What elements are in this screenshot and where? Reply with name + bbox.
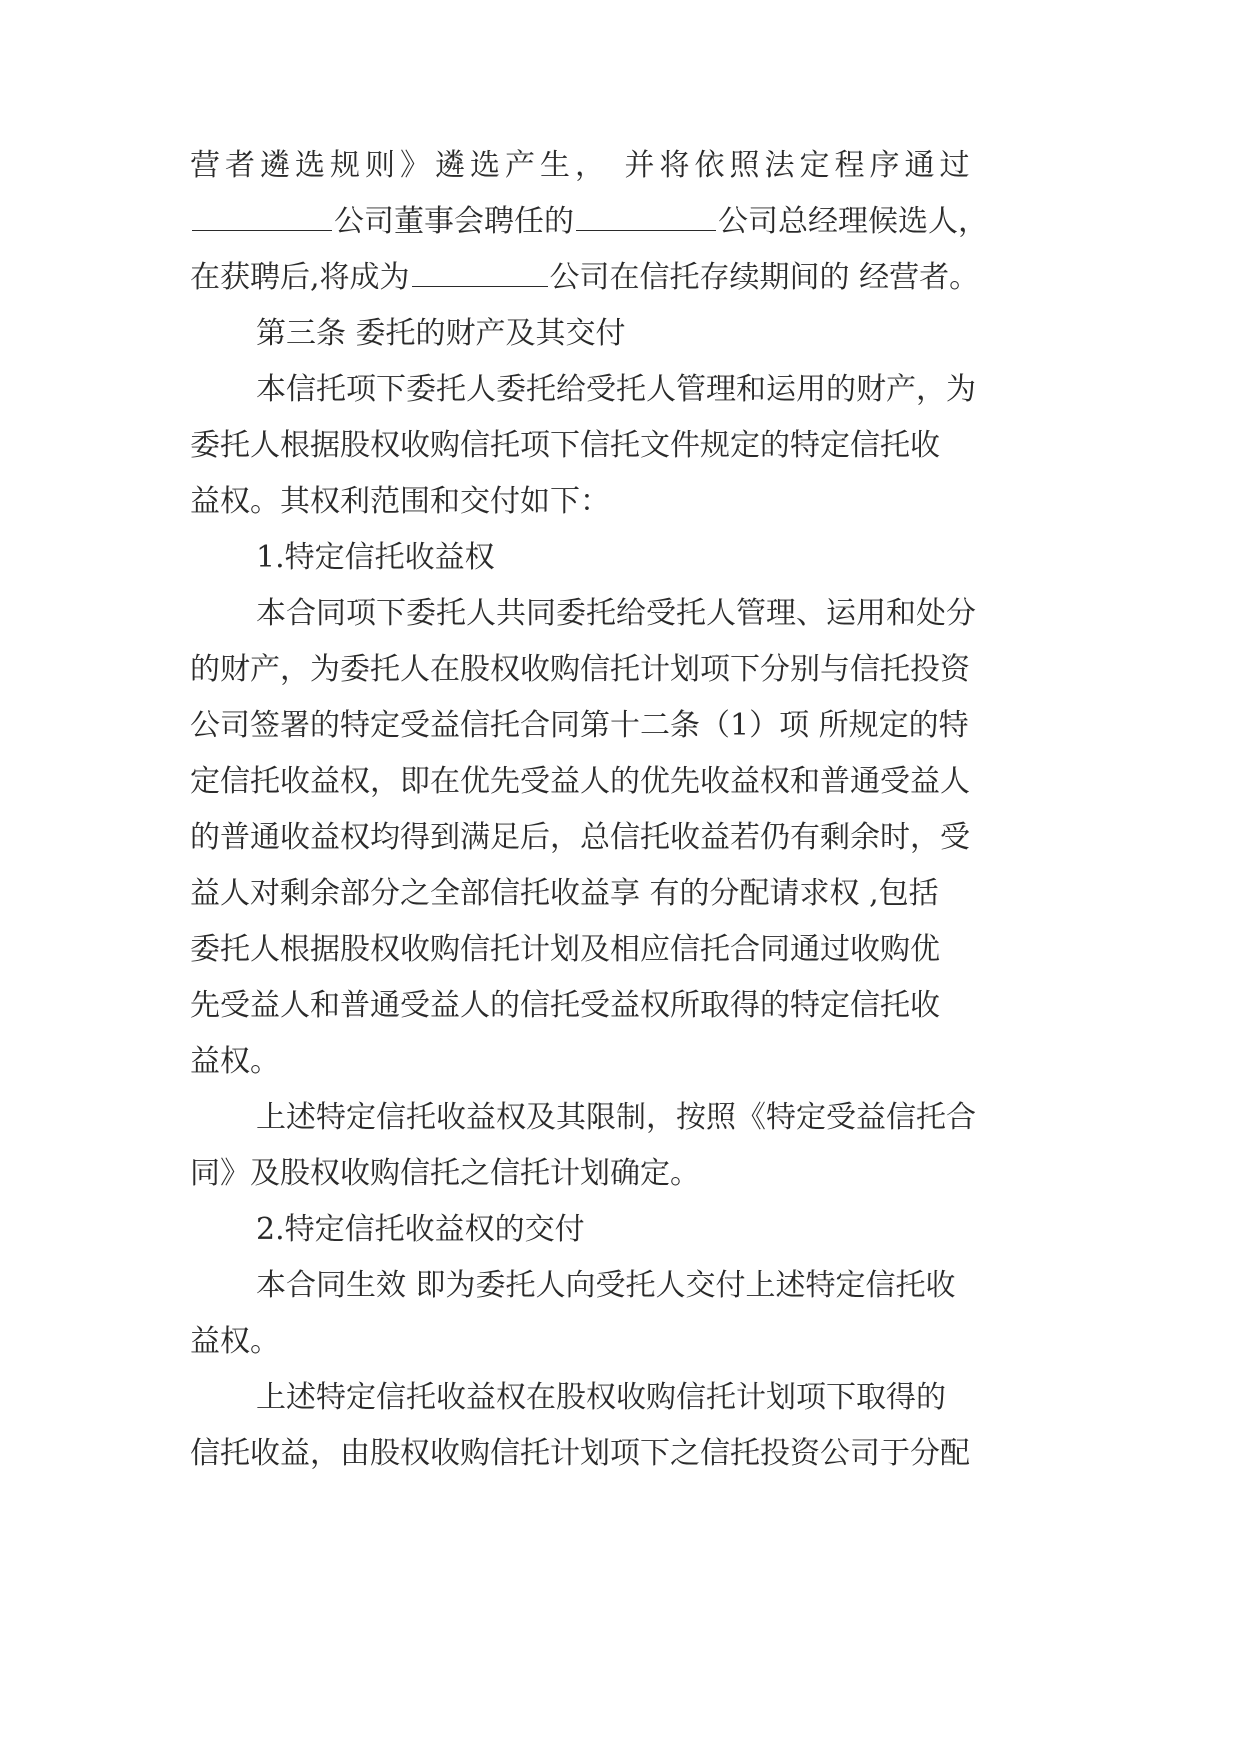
text-line: 本合同生效 即为委托人向受托人交付上述特定信托收 — [256, 1268, 956, 1303]
text-line: 的普通收益权均得到满足后，总信托收益若仍有剩余时，受 — [190, 820, 970, 855]
text-segment: 公司总经理候选人， — [718, 204, 988, 239]
text-line: 上述特定信托收益权在股权收购信托计划项下取得的 — [256, 1380, 946, 1415]
fill-in-blank[interactable] — [192, 202, 332, 231]
text-line: 定信托收益权，即在优先受益人的优先收益权和普通受益人 — [190, 764, 970, 799]
text-line — [190, 258, 1070, 298]
text-line: 公司签署的特定受益信托合同第十二条（1）项 所规定的特 — [190, 708, 969, 743]
text-line: 信托收益，由股权收购信托计划项下之信托投资公司于分配 — [190, 1436, 970, 1471]
text-line: 先受益人和普通受益人的信托受益权所取得的特定信托收 — [190, 988, 940, 1023]
text-segment: 在获聘后,将成为 — [190, 260, 410, 295]
text-line: 益权。其权利范围和交付如下： — [190, 484, 610, 519]
subsection-heading: 2.特定信托收益权的交付 — [256, 1212, 585, 1247]
fill-in-blank[interactable] — [412, 258, 548, 287]
text-line: 同》及股权收购信托之信托计划确定。 — [190, 1156, 700, 1191]
fill-in-blank[interactable] — [576, 202, 716, 231]
section-heading: 第三条 委托的财产及其交付 — [256, 316, 626, 351]
subsection-heading: 1.特定信托收益权 — [256, 540, 495, 575]
text-line: 益人对剩余部分之全部信托收益享 有的分配请求权 ,包括 — [190, 876, 939, 911]
text-line: 本合同项下委托人共同委托给受托人管理、运用和处分 — [256, 596, 976, 631]
text-line: 益权。 — [190, 1324, 280, 1359]
text-line: 委托人根据股权收购信托计划及相应信托合同通过收购优 — [190, 932, 940, 967]
text-line: 益权。 — [190, 1044, 280, 1079]
text-line: 的财产，为委托人在股权收购信托计划项下分别与信托投资 — [190, 652, 970, 687]
text-line: 委托人根据股权收购信托项下信托文件规定的特定信托收 — [190, 428, 940, 463]
text-line: 营者遴选规则》遴选产生， 并将依照法定程序通过 — [190, 148, 975, 183]
text-segment: 公司董事会聘任的 — [334, 204, 574, 239]
text-segment: 公司在信托存续期间的 经营者。 — [549, 260, 980, 295]
text-line: 上述特定信托收益权及其限制，按照《特定受益信托合 — [256, 1100, 976, 1135]
text-line: 本信托项下委托人委托给受托人管理和运用的财产，为 — [256, 372, 976, 407]
text-line — [190, 202, 1070, 242]
